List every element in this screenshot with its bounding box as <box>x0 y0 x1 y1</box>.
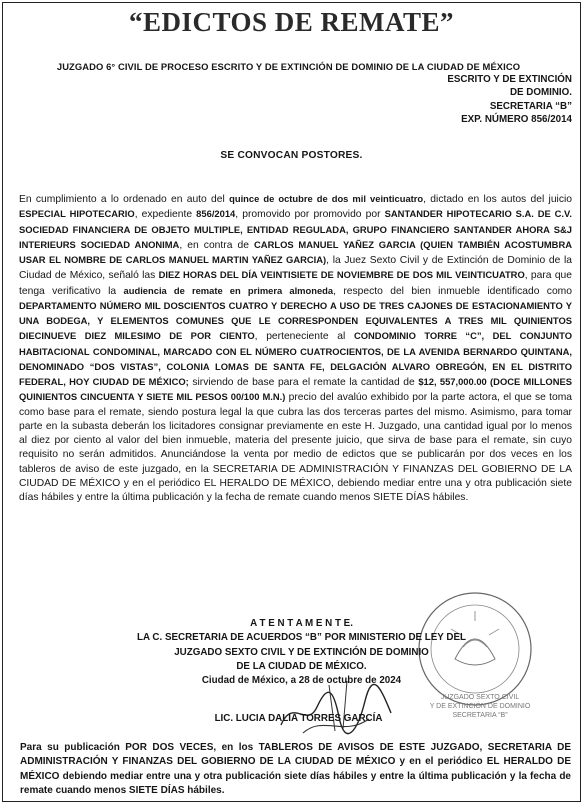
body-text-03: , expediente <box>134 209 197 221</box>
edict-body <box>19 192 572 505</box>
body-text-05: , en contra de <box>179 239 255 251</box>
body-bold-01: quince de octubre de dos mil veinticuatro <box>229 193 424 204</box>
body-bold-06: DIEZ HORAS DEL DÍA VEINTISIETE DE NOVIEMBRE DE DOS MIL VEINTICUATRO <box>158 269 525 281</box>
body-text-04: , promovido por promovido por <box>235 209 385 221</box>
signer-title-line2: JUZGADO SEXTO CIVIL Y DE EXTINCIÓN DE DOMINIO <box>174 646 429 658</box>
body-text-09: , perteneciente al <box>254 331 354 343</box>
publication-note: Para su publicación POR DOS VECES, en los TABLEROS DE AVISOS DE ESTE JUZGADO, SECRETARIA DE ADMINISTRACIÓN Y FINANZAS DEL GOBIERNO DE LA CIUDAD DE MÉXICO y en el periódico EL HERALDO DE MÉXICO debiendo mediar entre una y otra publicación siete días hábiles y entre la última publicación y la fecha de remate cuando menos SIETE DÍAS hábiles. <box>20 742 571 796</box>
body-text-07: , para que tenga verificativo la <box>19 270 572 297</box>
body-bold-05: CARLOS MANUEL YAÑEZ GARCIA (QUIEN TAMBIÉN ACOSTUMBRA USAR EL NOMBRE DE CARLOS MANUEL MARTIN YAÑEZ GARCIA) <box>19 238 572 265</box>
court-type-line1: ESCRITO Y DE EXTINCIÓN <box>447 74 572 85</box>
body-bold-04: SANTANDER HIPOTECARIO S.A. DE C.V. SOCIEDAD FINANCIERA DE OBJETO MULTIPLE, ENTIDAD REGULADA, GRUPO FINANCIERO SANTANDER AHORA S&J INTERIEURS SOCIEDAD ANONIMA <box>19 208 572 250</box>
handwritten-signature-icon <box>273 667 403 747</box>
seal-line1: JUZGADO SEXTO CIVIL <box>440 694 520 701</box>
atentamente-label: A T E N T A M E N T E. <box>250 618 353 629</box>
signer-name: LIC. LUCIA DALIA TORRES GARCÍA <box>214 713 383 724</box>
court-heading: JUZGADO 6° CIVIL DE PROCESO ESCRITO Y DE EXTINCIÓN DE DOMINIO DE LA CIUDAD DE MÉXICO <box>56 61 521 72</box>
body-text-10: sirviendo de base para el remate la cantidad de <box>188 377 419 388</box>
case-reference-block <box>402 73 572 127</box>
body-text-11: precio del avalúo exhibido por la parte actora, el que se toma como base para el remate, siendo postura legal la que cubra las dos terceras partes del mismo. Asimismo, para tomar parte en la subasta deberán los licitadores consignar previamente en este H. Juzgado, una cantidad igual por lo menos al diez por ciento al valor del bien inmueble, materia del presente juicio, que sirva de base para el remate, sin cuyo requisito no serán admitidos. Anunciándose la venta por medio de edictos que se publicarán por dos veces en los tableros de aviso de este juzgado, en la SECRETARIA DE ADMINISTRACIÓN Y FINANZAS DEL GOBIERNO DE LA CIUDAD DE MÉXICO y en el periódico EL HERALDO DE MÉXICO, debiendo mediar entre una y otra publicación siete días hábiles y entre la última publicación y la fecha de remate cuando menos SIETE DÍAS hábiles. <box>19 392 572 503</box>
expediente-number: EXP. NÚMERO 856/2014 <box>461 114 572 126</box>
body-text-06: , la Juez Sexto Civil y de Extinción de Dominio de la Ciudad de México, señaló las <box>19 255 572 282</box>
secretaria-label: SECRETARIA “B” <box>489 100 572 112</box>
signer-title-line3: DE LA CIUDAD DE MÉXICO. <box>236 660 367 672</box>
signer-title-line1: LA C. SECRETARIA DE ACUERDOS “B” POR MINISTERIO DE LEY DEL <box>137 632 466 644</box>
body-bold-09: CONDOMINIO TORRE “C”, DEL CONJUNTO HABITACIONAL CONDOMINAL, MARCADO CON EL NÚMERO CUATROCIENTOS, DE LA AVENIDA BERNARDO QUINTANA, DENOMINADO “DOS VISTAS”, COLONIA LOMAS DE SANTA FE, DELGACIÓN ALVARO OBREGÓN, EN EL DISTRITO FEDERAL, HOY CIUDAD DE MÉXICO; <box>19 330 573 387</box>
body-text-02: , dictado en los autos del juicio <box>423 194 572 205</box>
body-bold-02: ESPECIAL HIPOTECARIO <box>19 208 135 220</box>
body-bold-08: DEPARTAMENTO NÚMERO MIL DOSCIENTOS CUATRO Y DERECHO A USO DE TRES CAJONES DE ESTACIONAMIENTO Y UNA BODEGA, Y ELEMENTOS COMUNES QUE LE CORRESPONDEN EQUIVALENTES A TRES MIL QUINIENTOS DIECINUEVE DIEZ MILESIMO DE POR CIENTO <box>19 299 572 342</box>
signature-date: Ciudad de México, a 28 de octubre de 2024 <box>201 675 402 687</box>
body-bold-07: audiencia de remate en primera almoneda <box>123 284 334 296</box>
court-type-line2: DE DOMINIO. <box>509 87 572 99</box>
seal-line3: SECRETARIA “B” <box>452 712 508 719</box>
body-text-08: , respecto del bien inmueble identificado como <box>333 285 572 297</box>
seal-line2: Y DE EXTINCIÓN DE DOMINIO <box>429 703 531 710</box>
edict-page <box>2 2 581 802</box>
convocation-heading: SE CONVOCAN POSTORES. <box>220 150 363 161</box>
page-title: “EDICTOS DE REMATE” <box>128 7 455 37</box>
body-text-01: En cumplimiento a lo ordenado en auto del <box>19 194 230 205</box>
body-bold-03: 856/2014 <box>196 208 236 220</box>
body-bold-10: $12, 557,000.00 (DOCE MILLONES QUINIENTOS CINCUENTA Y SIETE MIL PESOS 00/100 M.N.) <box>19 376 572 403</box>
